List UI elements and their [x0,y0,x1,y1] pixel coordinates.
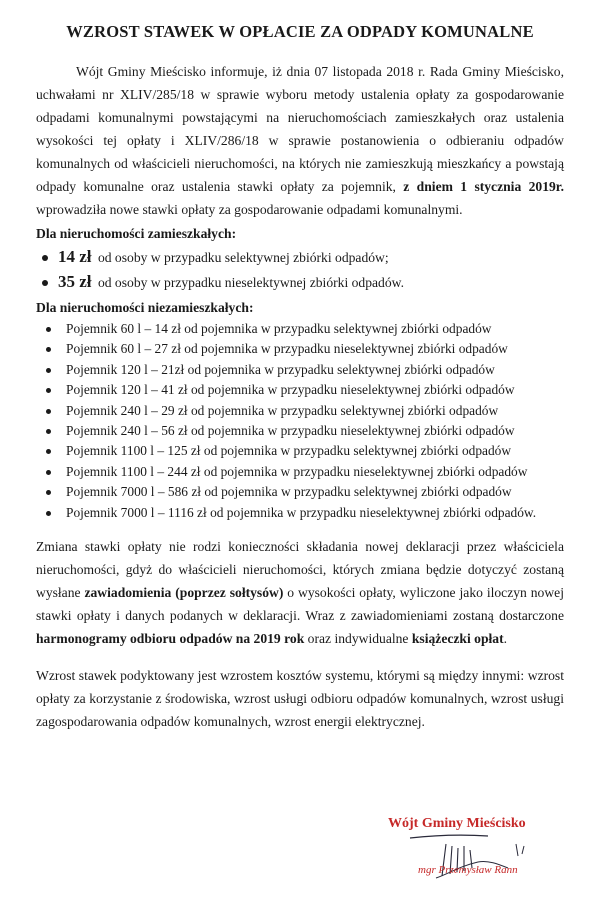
rate-amount: 35 zł [58,272,92,291]
list-item: Pojemnik 1100 l – 125 zł od pojemnika w przypadku selektywnej zbiórki odpadów [36,441,564,461]
signature-stamp [388,816,568,896]
rate-amount: 14 zł [58,247,92,266]
residential-header: Dla nieruchomości zamieszkałych: [36,226,237,241]
change-bold-2: harmonogramy odbioru odpadów na 2019 rok [36,631,305,647]
reason-paragraph: Wzrost stawek podyktowany jest wzrostem kosztów systemu, którymi są między innymi: wzrost opłaty za korzystanie z środowiska, wzrost usługi odbioru odpadów komunalnych, wzrost usługi zagospodarowania odpadów komunalnych, wzrost energii elektrycznej. [36,668,564,730]
intro-paragraph [36,60,564,221]
list-item: Pojemnik 1100 l – 244 zł od pojemnika w przypadku nieselektywnej zbiórki odpadów [36,462,564,482]
list-item: Pojemnik 120 l – 21zł od pojemnika w przypadku selektywnej zbiórki odpadów [36,360,564,380]
change-bold-3: książeczki opłat [411,631,504,647]
change-paragraph [36,535,564,650]
rate-text: od osoby w przypadku nieselektywnej zbiórki odpadów. [97,275,404,290]
document-title: WZROST STAWEK W OPŁACIE ZA ODPADY KOMUNALNE [66,22,534,41]
intro-text-1: Wójt Gminy Mieścisko informuje, iż dnia 07 listopada 2018 r. Rada Gminy Mieścisko, uchwałami nr XLIV/285/18 w sprawie wyboru metody ustalenia opłaty za gospodarowanie odpadami komunalnymi powstającymi na nieruchomościach zamieszkałych oraz ustalenia wysokości tej opłaty i XLIV/286/18 w sprawie postanowienia o odbieraniu odpadów komunalnych od właścicieli nieruchomości, na których nie zamieszkują mieszkańcy a powstają odpady komunalne oraz ustalenia stawki opłaty za pojemnik, [36,64,564,194]
handwritten-signature-icon [388,816,568,896]
intro-text-2: wprowadziła nowe stawki opłaty za gospodarowanie odpadami komunalnymi. [36,202,463,217]
intro-date-bold: z dniem 1 stycznia 2019r. [403,179,564,194]
list-item: Pojemnik 7000 l – 1116 zł od pojemnika w przypadku nieselektywnej zbiórki odpadów. [36,503,564,523]
list-item: Pojemnik 240 l – 29 zł od pojemnika w przypadku selektywnej zbiórki odpadów [36,401,564,421]
change-bold-1: zawiadomienia (poprzez sołtysów) [84,585,284,601]
signature-title: Wójt Gminy Mieścisko [388,816,526,831]
list-item: Pojemnik 7000 l – 586 zł od pojemnika w przypadku selektywnej zbiórki odpadów [36,482,564,502]
list-item: Pojemnik 60 l – 27 zł od pojemnika w przypadku nieselektywnej zbiórki odpadów [36,339,564,359]
list-item: Pojemnik 60 l – 14 zł od pojemnika w przypadku selektywnej zbiórki odpadów [36,319,564,339]
change-text-3: oraz indywidualne [304,631,412,647]
change-text-2: o wysokości opłaty, wyliczone jako iloczyn nowej stawki opłaty i danych podanych w deklaracji. Wraz z zawiadomieniami zostaną dostarczone [36,585,564,624]
signature-name: mgr Przemysław Rann [418,864,518,876]
spacer [36,650,564,664]
nonresidential-header: Dla nieruchomości niezamieszkałych: [36,300,254,315]
spacer [36,523,564,535]
list-item: Pojemnik 240 l – 56 zł od pojemnika w przypadku nieselektywnej zbiórki odpadów [36,421,564,441]
change-text-1: Zmiana stawki opłaty nie rodzi konieczności składania nowej deklaracji przez właściciela nieruchomości, gdyż do właścicieli nieruchomości, których zmiana będzie dotyczyć zostaną wysłane [36,539,564,601]
change-text-4: . [503,631,508,647]
list-item [36,245,564,270]
nonresidential-bins-list [36,319,564,523]
rate-text: od osoby w przypadku selektywnej zbiórki odpadów; [97,250,389,265]
residential-rates-list [36,245,564,295]
list-item [36,270,564,295]
list-item: Pojemnik 120 l – 41 zł od pojemnika w przypadku nieselektywnej zbiórki odpadów [36,380,564,400]
